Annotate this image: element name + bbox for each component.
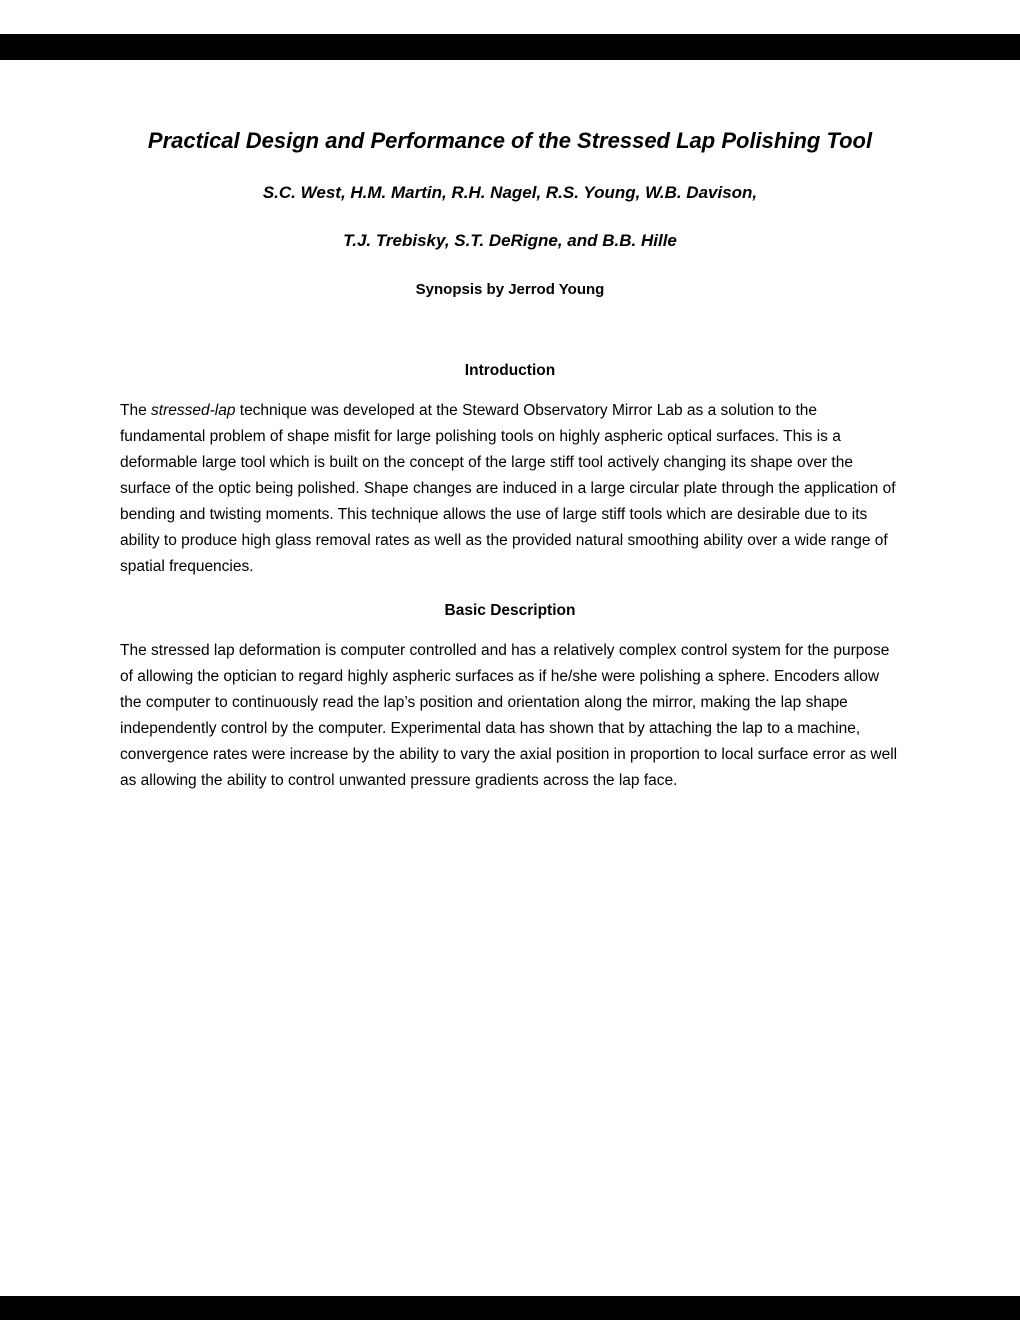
synopsis-line: Synopsis by Jerrod Young [415, 281, 605, 298]
paragraph-text-segment: technique was developed at the Steward Observatory Mirror Lab as a solution to the fundamental problem of shape misfit for large polishing tools on highly aspheric optical surfaces. This is a deformable large tool which is built on the concept of the large stiff tool actively changing its shape over the surface of the optic being polished. Shape changes are induced in a large circular plate through the application of bending and twisting moments. This technique allows the use of large stiff tools which are desirable due to its ability to produce high glass removal rates as well as the provided natural smoothing ability over a wide range of spatial frequencies. [120, 402, 896, 575]
document-title: Practical Design and Performance of the Stressed Lap Polishing Tool [147, 128, 873, 153]
introduction-paragraph [120, 398, 900, 580]
authors-line-1: S.C. West, H.M. Martin, R.H. Nagel, R.S. Young, W.B. Davison, [262, 183, 758, 202]
authors-line-2: T.J. Trebisky, S.T. DeRigne, and B.B. Hille [343, 231, 677, 250]
section-heading-introduction: Introduction [464, 362, 556, 379]
bottom-black-bar [0, 1296, 1020, 1320]
stressed-lap-italic-term: stressed-lap [151, 402, 236, 419]
top-black-bar [0, 34, 1020, 60]
section-heading-basic-description: Basic Description [444, 602, 576, 619]
paragraph-text-segment: The [120, 402, 152, 419]
basic-description-paragraph: The stressed lap deformation is computer controlled and has a relatively complex control system for the purpose of allowing the optician to regard highly aspheric surfaces as if he/she were polishing a sphere. Encoders allow the computer to continuously read the lap’s position and orientation along the mirror, making the lap shape independently control by the computer. Experimental data has shown that by attaching the lap to a machine, convergence rates were increase by the ability to vary the axial position in proportion to local surface error as well as allowing the ability to control unwanted pressure gradients across the lap face. [120, 642, 898, 789]
document-content [0, 126, 1020, 794]
